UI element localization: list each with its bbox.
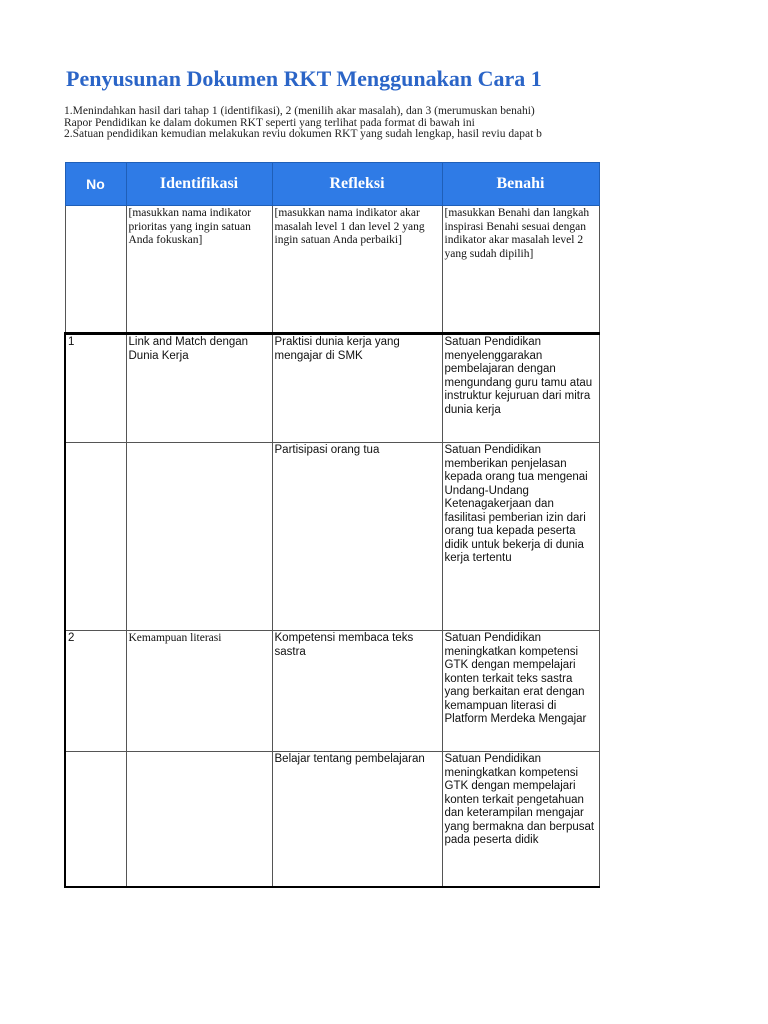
rkt-table bbox=[64, 162, 600, 888]
table-row bbox=[65, 631, 599, 752]
cell-identifikasi[interactable]: [masukkan nama indikator prioritas yang ingin satuan Anda fokuskan] bbox=[126, 206, 272, 334]
cell-refleksi[interactable]: Praktisi dunia kerja yang mengajar di SMK bbox=[272, 334, 442, 443]
header-benahi: Benahi bbox=[442, 163, 599, 206]
cell-refleksi[interactable]: Kompetensi membaca teks sastra bbox=[272, 631, 442, 752]
table-row-template bbox=[65, 206, 599, 334]
cell-refleksi[interactable]: [masukkan nama indikator akar masalah level 1 dan level 2 yang ingin satuan Anda perbaiki] bbox=[272, 206, 442, 334]
cell-refleksi[interactable]: Belajar tentang pembelajaran bbox=[272, 752, 442, 888]
intro-line-1: 1.Menindahkan hasil dari tahap 1 (identifikasi), 2 (menilih akar masalah), dan 3 (merumuskan benahi) bbox=[64, 105, 535, 117]
cell-identifikasi[interactable] bbox=[126, 443, 272, 631]
cell-benahi[interactable]: Satuan Pendidikan memberikan penjelasan kepada orang tua mengenai Undang-Undang Ketenagakerjaan dan fasilitasi pemberian izin dari orang tua kepada peserta didik untuk bekerja di dunia kerja tertentu bbox=[442, 443, 599, 631]
cell-benahi[interactable]: Satuan Pendidikan menyelenggarakan pembelajaran dengan mengundang guru tamu atau instruktur kejuruan dari mitra dunia kerja bbox=[442, 334, 599, 443]
cell-no[interactable] bbox=[65, 752, 126, 888]
cell-benahi[interactable]: Satuan Pendidikan meningkatkan kompetensi GTK dengan mempelajari konten terkait pengetahuan dan keterampilan mengajar yang bermakna dan berpusat pada peserta didik bbox=[442, 752, 599, 888]
cell-identifikasi[interactable]: Link and Match dengan Dunia Kerja bbox=[126, 334, 272, 443]
table-header-row bbox=[65, 163, 599, 206]
intro-line-2: Rapor Pendidikan ke dalam dokumen RKT seperti yang terlihat pada format di bawah ini bbox=[64, 117, 475, 129]
header-refleksi: Refleksi bbox=[272, 163, 442, 206]
table-row bbox=[65, 752, 599, 888]
cell-identifikasi[interactable] bbox=[126, 752, 272, 888]
intro-text bbox=[64, 105, 598, 141]
cell-no[interactable]: 2 bbox=[65, 631, 126, 752]
cell-refleksi[interactable]: Partisipasi orang tua bbox=[272, 443, 442, 631]
cell-no[interactable] bbox=[65, 206, 126, 334]
cell-benahi[interactable]: [masukkan Benahi dan langkah inspirasi Benahi sesuai dengan indikator akar masalah level 2 yang sudah dipilih] bbox=[442, 206, 599, 334]
cell-no[interactable] bbox=[65, 443, 126, 631]
header-no: No bbox=[65, 163, 126, 206]
cell-no[interactable]: 1 bbox=[65, 334, 126, 443]
intro-line-3: 2.Satuan pendidikan kemudian melakukan reviu dokumen RKT yang sudah lengkap, hasil reviu dapat b bbox=[64, 128, 542, 140]
cell-identifikasi[interactable]: Kemampuan literasi bbox=[126, 631, 272, 752]
table-row bbox=[65, 334, 599, 443]
cell-benahi[interactable]: Satuan Pendidikan meningkatkan kompetensi GTK dengan mempelajari konten terkait teks sastra yang berkaitan erat dengan kemampuan literasi di Platform Merdeka Mengajar bbox=[442, 631, 599, 752]
page-title: Penyusunan Dokumen RKT Menggunakan Cara 1 bbox=[66, 66, 542, 91]
header-identifikasi: Identifikasi bbox=[126, 163, 272, 206]
table-row bbox=[65, 443, 599, 631]
